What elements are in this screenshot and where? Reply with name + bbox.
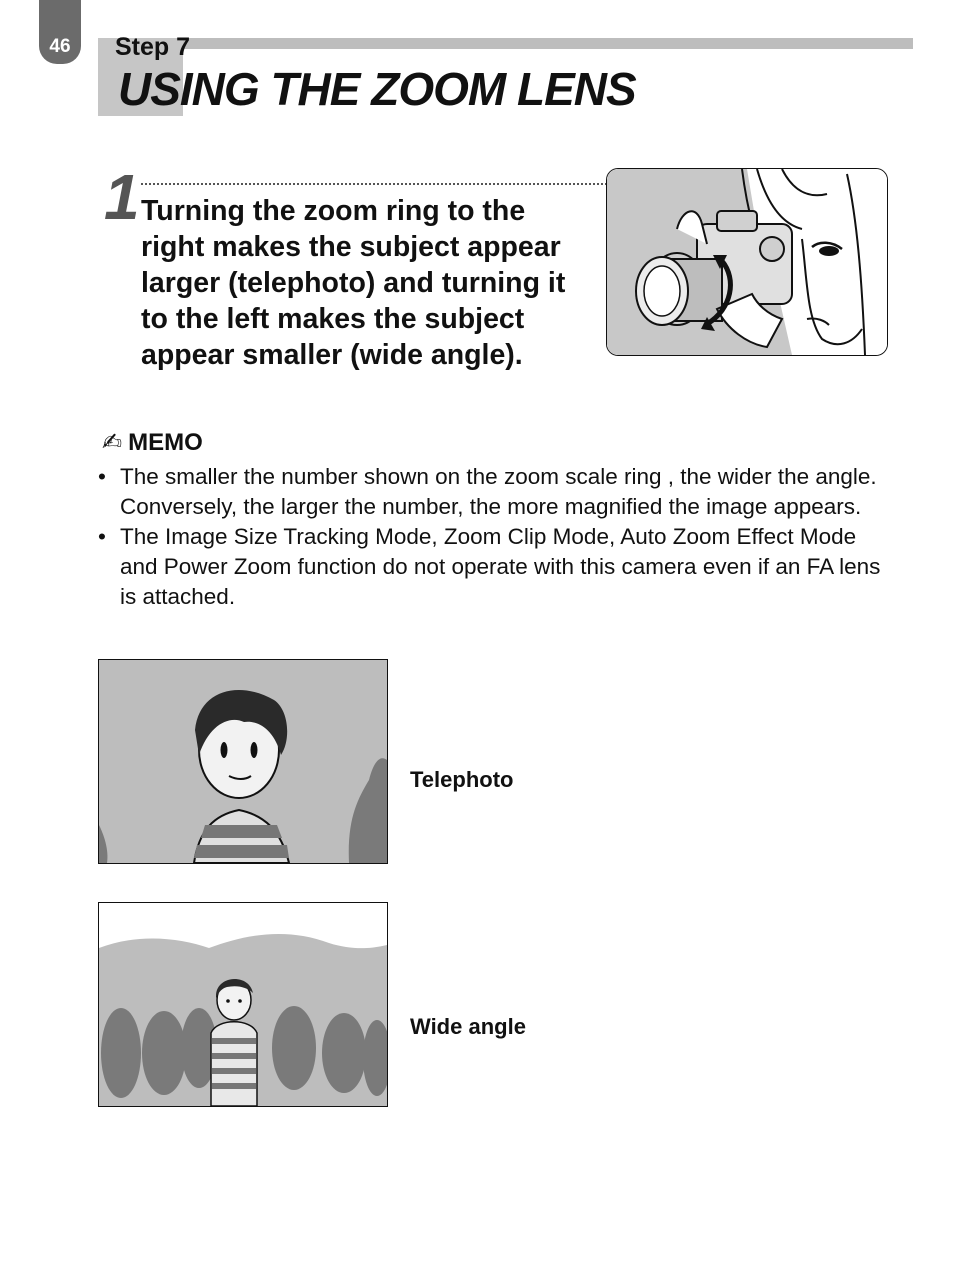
- telephoto-image: [98, 659, 388, 864]
- step-number: 1: [104, 161, 140, 233]
- wide-angle-image: [98, 902, 388, 1107]
- page-title: USING THE ZOOM LENS: [118, 63, 636, 115]
- step-label: Step 7: [115, 33, 191, 61]
- memo-heading: [102, 428, 203, 457]
- page-number: 46: [49, 36, 71, 57]
- camera-illustration: [606, 168, 888, 356]
- memo-item: • The smaller the number shown on the zoom scale ring , the wider the angle. Conversely, the larger the number, the more magnified the image appears.: [96, 462, 896, 522]
- memo-list: [96, 462, 896, 612]
- step-instruction: Turning the zoom ring to the right makes the subject appear larger (telephoto) and turning it to the left makes the subject appear smaller (wide angle).: [141, 195, 566, 371]
- telephoto-caption: Telephoto: [410, 767, 514, 792]
- wide-angle-caption: Wide angle: [410, 1014, 526, 1039]
- header-rule: [183, 38, 913, 49]
- memo-item: • The Image Size Tracking Mode, Zoom Clip Mode, Auto Zoom Effect Mode and Power Zoom function do not operate with this camera even if an FA lens is attached.: [96, 522, 896, 612]
- page-tab: [39, 0, 81, 64]
- memo-title: MEMO: [128, 428, 203, 456]
- pencil-icon: ✍: [102, 429, 123, 456]
- dotted-rule: [141, 183, 607, 185]
